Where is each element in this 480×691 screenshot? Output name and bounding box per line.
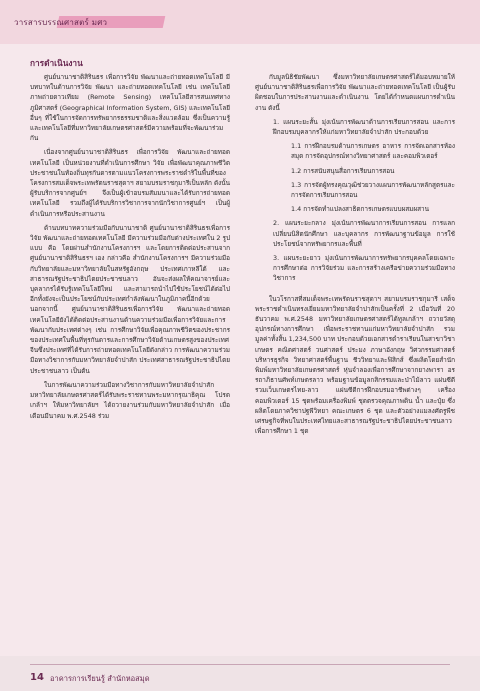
footer-divider (30, 664, 450, 665)
journal-title: วารสารบรรณศาสตร์ มศว (14, 18, 108, 27)
sub-item: 1.1 การฝึกอบรมด้านการเกษตร อาหาร การจัดเอกสารห้องสมุด การจัดอุปกรณ์ทางวิทยาศาสตร์ และคอมพิวเตอร์ (291, 142, 455, 161)
plan-item-mid-term: 2. แผนระยะกลาง มุ่งเน้นการพัฒนาการเรียนการสอน การแลกเปลี่ยนนิสิตนักศึกษา และบุคลากร การพัฒนาฐานข้อมูล การใช้ประโยชน์จากทรัพยากรและพื้นที่ (273, 219, 455, 248)
paragraph: เนื่องจากศูนย์นานาชาติสิรินธร เพื่อการวิจัย พัฒนาและถ่ายทอดเทคโนโลยี เป็นหน่วยงานที่ดำเนินการศึกษา วิจัย เพื่อพัฒนาคุณภาพชีวิตประชาชนในท้องถิ่นทุรกันดารตามแนวโครงการพระราชดำริในพื้นที่ของโครงการสมเด็จพระเทพรัตนราชสุดาฯ สยามบรมราชกุมารีเป็นหลัก ดังนั้น ผู้รับบริการจากศูนย์ฯ จึงเป็นผู้เข้าอบรมสัมมนาและได้รับการถ่ายทอดเทคโนโลยี รวมถึงผู้ได้รับบริการวิชาการจากนักวิชาการศูนย์ฯ เป็นผู้ดำเนินการหรือประสานงาน (30, 148, 230, 218)
plan-item-short-term: 1. แผนระยะสั้น มุ่งเน้นการพัฒนาด้านการเรียนการสอน และการฝึกอบรมบุคลากรให้แก่มหาวิทยาลัยจำปาสัก ประกอบด้วย (273, 117, 455, 137)
section-heading: การดำเนินงาน (30, 58, 83, 68)
sub-item: 1.4 การจัดทำแปลงสาธิตการเกษตรแบบผสมผสาน (291, 205, 429, 214)
paragraph: ในวโรกาสที่สมเด็จพระเทพรัตนราชสุดาฯ สยามบรมราชกุมารี เสด็จพระราชดำเนินทรงเยี่ยมมหาวิทยาลัยจำปาสักเป็นครั้งที่ 2 เมื่อวันที่ 20 ธันวาคม พ.ศ.2548 มหาวิทยาลัยเกษตรศาสตร์ได้ทูลเกล้าฯ ถวายวัสดุอุปกรณ์ทางการศึกษา เพื่อพระราชทานแก่มหาวิทยาลัยจำปาสัก รวมมูลค่าทั้งสิ้น 1,234,500 บาท ประกอบด้วยเอกสารตำราเรียนในสาขาวิชาเกษตร คณิตศาสตร์ วนศาสตร์ ประมง ภาษาอังกฤษ วิศวกรรมศาสตร์ บริหารธุรกิจ วิทยาศาสตร์พื้นฐาน ชีววิทยาและฟิสิกส์ ซึ่งผลิตโดยสำนักพิมพ์มหาวิทยาลัยเกษตรศาสตร์ หุ่นจำลองเพื่อการศึกษาจากยางพารา อรรถาภิธานศัพท์เกษตรลาว พร้อมฐานข้อมูลกสิกรรมและป่าไม้ลาว แผ่นซีดีรวมเว็บเกษตรไทย-ลาว แผ่นซีดีการฝึกอบรมอาชีพต่างๆ เครื่องคอมพิวเตอร์ 15 ชุดพร้อมเครื่องพิมพ์ ชุดตรวจคุณภาพดิน น้ำ และปุ๋ย ซึ่งผลิตโดยภาควิชาปฐพีวิทยา คณะเกษตร 6 ชุด และตัวอย่างแมลงศัตรูพืชเศรษฐกิจที่พบในประเทศไทยและสาธารณรัฐประชาธิปไตยประชาชนลาวเพื่อการศึกษา 1 ชุด (255, 294, 455, 436)
paragraph: กับมูลนิธิชัยพัฒนา ซึ่งมหาวิทยาลัยเกษตรศาสตร์ได้มอบหมายให้ศูนย์นานาชาติสิรินธรเพื่อการวิจัย พัฒนาและถ่ายทอดเทคโนโลยี เป็นผู้รับผิดชอบในการประสานงานและดำเนินงาน โดยได้กำหนดแผนการดำเนินงาน ดังนี้ (255, 73, 455, 112)
footer-label: อาคารการเรียนรู้ สำนักหอสมุด (50, 674, 150, 683)
left-column (30, 72, 230, 646)
sub-item: 1.3 การจัดผู้ทรงคุณวุฒิช่วยวางแผนการพัฒนาหลักสูตรและการจัดการเรียนการสอน (291, 180, 455, 200)
paragraph: ศูนย์นานาชาติสิรินธร เพื่อการวิจัย พัฒนาและถ่ายทอดเทคโนโลยี มีบทบาทในด้านการวิจัย พัฒนา และถ่ายทอดเทคโนโลยี เช่น เทคโนโลยีภาพถ่ายดาวเทียม (Remote Sensing) เทคโนโลยีสารสนเทศทางภูมิศาสตร์ (Geographical Information System, GIS) และเทคโนโลยีอื่นๆ ที่ใช้ในการจัดการทรัพยากรธรรมชาติและสิ่งแวดล้อม ซึ่งเป็นความรู้และเทคโนโลยีที่มหาวิทยาลัยเกษตรศาสตร์มีความพร้อมที่จะพัฒนาร่วมกัน (30, 73, 230, 143)
paragraph: ด้านบทบาทความร่วมมือกับนานาชาติ ศูนย์นานาชาติสิรินธรเพื่อการวิจัย พัฒนาและถ่ายทอดเทคโนโลยี มีความร่วมมือกับต่างประเทศใน 2 รูปแบบ คือ โดยผ่านสำนักงานโครงการฯ และโดยการติดต่อประสานจากศูนย์นานาชาติสิรินธรฯ เอง กล่าวคือ สำนักงานโครงการฯ มีความร่วมมือกับวิทยาลัยและมหาวิทยาลัยในสหรัฐอังกฤษ ประเทศเกาหลีใต้ และสาธารณรัฐประชาธิปไตยประชาชนลาว อันจะส่งผลให้คณาจารย์และบุคลากรได้รับรู้เทคโนโลยีใหม่ และสามารถนำไปใช้ประโยชน์ได้ต่อไป อีกทั้งยังจะเป็นประโยชน์กับประเทศกำลังพัฒนาในภูมิภาคนี้อีกด้วย นอกจากนี้ ศูนย์นานาชาติสิรินธรเพื่อการวิจัย พัฒนาและถ่ายทอดเทคโนโลยียังได้ติดต่อประสานงานด้านความร่วมมือเพื่อการวิจัยและการพัฒนากับประเทศต่างๆ เช่น การศึกษาวิจัยเพื่อคุณภาพชีวิตของประชากรของประเทศในพื้นที่ทุรกันดารและการศึกษาวิจัยด้านเกษตรสูงของประเทศจีนซึ่งประเทศที่ได้รับการถ่ายทอดเทคโนโลยีดังกล่าว การพัฒนาความร่วมมือทางวิชาการกับมหาวิทยาลัยจำปาสัก ประเทศสาธารณรัฐประชาธิปไตยประชาชนลาว เป็นต้น (30, 223, 230, 375)
page-number: 14 (30, 672, 44, 683)
sub-item: 1.2 การสนับสนุนสื่อการเรียนการสอน (291, 166, 395, 175)
plan-item-long-term: 3. แผนระยะยาว มุ่งเน้นการพัฒนาการทรัพยากรบุคคลโดยเฉพาะการศึกษาต่อ การวิจัยร่วม และการสร้างเครือข่ายความร่วมมือทางวิชาการ (273, 254, 455, 283)
right-column (255, 72, 455, 646)
paragraph: ในการพัฒนาความร่วมมือทางวิชาการกับมหาวิทยาลัยจำปาสัก มหาวิทยาลัยเกษตรศาสตร์ได้รับพระราชทานพระมหากรุณาธิคุณ โปรดเกล้าฯ ให้มหาวิทยาลัยฯ ได้ถวายงานร่วมกับมหาวิทยาลัยจำปาสัก เมื่อเดือนมีนาคม พ.ศ.2548 ร่วม (30, 380, 230, 420)
